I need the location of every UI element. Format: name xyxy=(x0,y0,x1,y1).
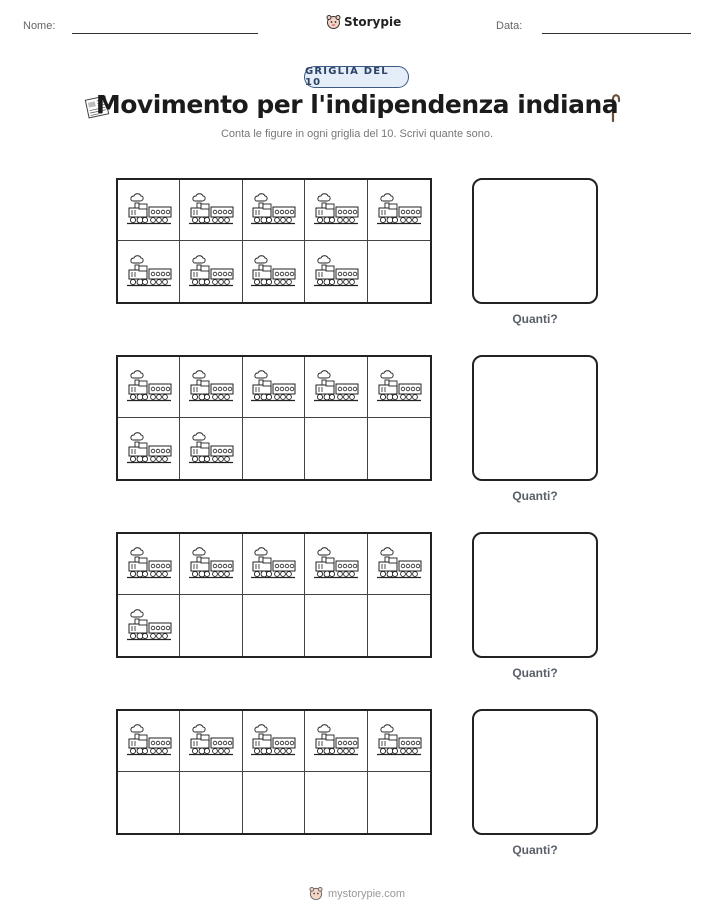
name-label: Nome: xyxy=(23,20,56,32)
train-icon xyxy=(187,432,235,466)
train-icon xyxy=(125,193,173,227)
ten-frame-cell xyxy=(180,595,242,656)
ten-frame-cell xyxy=(180,357,242,418)
train-icon xyxy=(125,255,173,289)
train-icon xyxy=(249,255,297,289)
train-icon xyxy=(312,724,360,758)
storypie-logo-icon xyxy=(326,14,341,30)
ten-frame-cell xyxy=(305,772,367,833)
train-icon xyxy=(125,432,173,466)
train-icon xyxy=(125,724,173,758)
ten-frame-cell xyxy=(118,772,180,833)
ten-frame-cell xyxy=(243,595,305,656)
train-icon xyxy=(125,547,173,581)
ten-frame xyxy=(116,709,432,835)
ten-frame-cell xyxy=(305,595,367,656)
worksheet-title: Movimento per l'indipendenza indiana xyxy=(95,90,619,119)
ten-frame-cell xyxy=(180,241,242,302)
worksheet-type-badge: GRIGLIA DEL 10 xyxy=(304,66,409,88)
train-icon xyxy=(312,370,360,404)
ten-frame-cell xyxy=(118,357,180,418)
answer-box[interactable] xyxy=(472,709,598,835)
train-icon xyxy=(187,370,235,404)
ten-frame xyxy=(116,532,432,658)
quanti-label: Quanti? xyxy=(512,489,558,503)
footer-url: mystorypie.com xyxy=(327,887,406,900)
ten-frame-cell xyxy=(305,241,367,302)
ten-frame-cell xyxy=(368,180,430,241)
ten-frame-cell xyxy=(180,711,242,772)
train-icon xyxy=(312,547,360,581)
ten-frame-cell xyxy=(368,418,430,479)
ten-frame-cell xyxy=(243,357,305,418)
ten-frame xyxy=(116,355,432,481)
train-icon xyxy=(187,547,235,581)
ten-frame-cell xyxy=(118,595,180,656)
ten-frame-cell xyxy=(118,534,180,595)
train-icon xyxy=(312,255,360,289)
ten-frame-cell xyxy=(118,241,180,302)
ten-frame xyxy=(116,178,432,304)
brand-name: Storypie xyxy=(344,15,402,29)
ten-frame-cell xyxy=(180,772,242,833)
ten-frame-cell xyxy=(243,180,305,241)
ten-frame-cell xyxy=(368,711,430,772)
quanti-label: Quanti? xyxy=(512,843,558,857)
answer-box[interactable] xyxy=(472,532,598,658)
name-field[interactable] xyxy=(72,33,258,34)
train-icon xyxy=(125,609,173,643)
ten-frame-cell xyxy=(180,180,242,241)
ten-frame-cell xyxy=(368,772,430,833)
storypie-logo-icon xyxy=(309,886,323,901)
train-icon xyxy=(375,724,423,758)
footer xyxy=(0,886,714,901)
ten-frame-cell xyxy=(305,711,367,772)
ten-frame-cell xyxy=(243,534,305,595)
train-icon xyxy=(375,193,423,227)
train-icon xyxy=(249,724,297,758)
train-icon xyxy=(125,370,173,404)
quanti-label: Quanti? xyxy=(512,666,558,680)
ten-frame-cell xyxy=(118,418,180,479)
ten-frame-cell xyxy=(180,418,242,479)
ten-frame-cell xyxy=(243,418,305,479)
answer-box[interactable] xyxy=(472,178,598,304)
train-icon xyxy=(375,547,423,581)
ten-frame-cell xyxy=(243,711,305,772)
ten-frame-cell xyxy=(243,772,305,833)
train-icon xyxy=(249,193,297,227)
ten-frame-cell xyxy=(243,241,305,302)
worksheet-instructions: Conta le figure in ogni griglia del 10. Scrivi quante sono. xyxy=(220,128,494,140)
date-field[interactable] xyxy=(542,33,691,34)
ten-frame-cell xyxy=(368,534,430,595)
ten-frame-cell xyxy=(305,534,367,595)
ten-frame-cell xyxy=(118,711,180,772)
answer-box[interactable] xyxy=(472,355,598,481)
train-icon xyxy=(249,547,297,581)
date-label: Data: xyxy=(496,20,523,32)
ten-frame-cell xyxy=(305,180,367,241)
brand-logo xyxy=(326,14,401,30)
ten-frame-cell xyxy=(305,357,367,418)
ten-frame-cell xyxy=(305,418,367,479)
ten-frame-cell xyxy=(368,241,430,302)
ten-frame-cell xyxy=(368,595,430,656)
train-icon xyxy=(187,724,235,758)
train-icon xyxy=(249,370,297,404)
ten-frame-cell xyxy=(118,180,180,241)
train-icon xyxy=(375,370,423,404)
train-icon xyxy=(312,193,360,227)
train-icon xyxy=(187,255,235,289)
ten-frame-cell xyxy=(368,357,430,418)
quanti-label: Quanti? xyxy=(512,312,558,326)
ten-frame-cell xyxy=(180,534,242,595)
train-icon xyxy=(187,193,235,227)
